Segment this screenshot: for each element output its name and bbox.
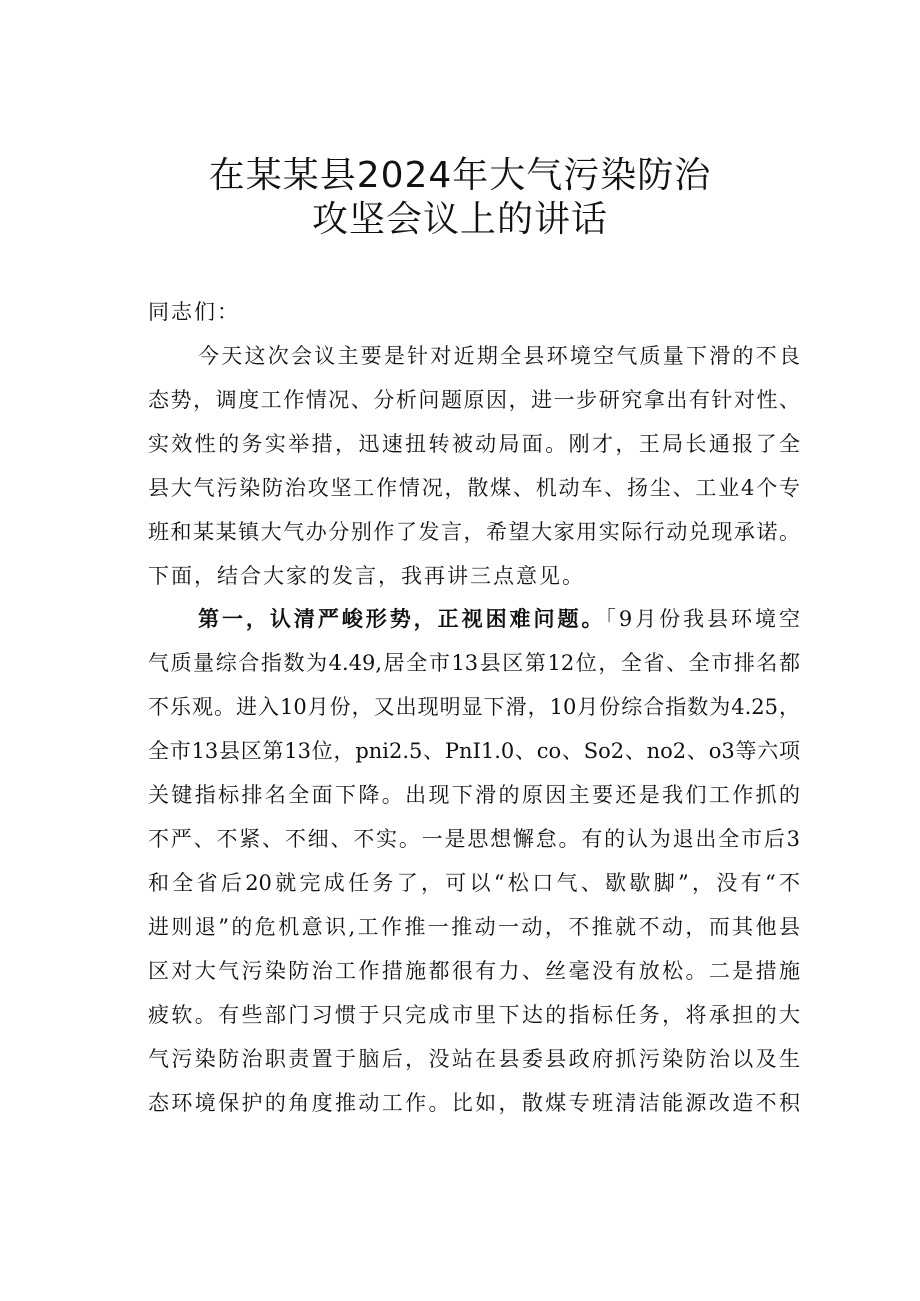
paragraph-2-line: 区对大气污染防治工作措施都很有力、丝毫没有放松。二是措施 bbox=[148, 959, 800, 983]
paragraph-1-line: 县大气污染防治攻坚工作情况，散煤、机动车、扬尘、工业4个专 bbox=[148, 476, 800, 500]
paragraph-2-line: 不乐观。进入10月份，又出现明显下滑，10月份综合指数为4.25， bbox=[148, 695, 800, 719]
paragraph-2-line: 进则退”的危机意识,工作推一推动一动，不推就不动，而其他县 bbox=[148, 915, 800, 939]
paragraph-1-line: 态势，调度工作情况、分析问题原因，进一步研究拿出有针对性、 bbox=[148, 388, 800, 412]
paragraph-2-line: 气污染防治职责置于脑后，没站在县委县政府抓污染防治以及生 bbox=[148, 1047, 800, 1071]
document-title-line-2: 攻坚会议上的讲话 bbox=[311, 199, 608, 240]
paragraph-2-line: 不严、不紧、不细、不实。一是思想懈怠。有的认为退出全市后3 bbox=[148, 827, 800, 851]
greeting: 同志们： bbox=[148, 300, 240, 324]
paragraph-2-line: 疲软。有些部门习惯于只完成市里下达的指标任务，将承担的大 bbox=[148, 1003, 800, 1027]
paragraph-2-line: 全市13县区第13位，pni2.5、PnI1.0、co、So2、no2、o3等六项 bbox=[148, 739, 800, 763]
paragraph-1-line: 班和某某镇大气办分别作了发言，希望大家用实际行动兑现承诺。 bbox=[148, 520, 800, 544]
paragraph-2-line: 气质量综合指数为4.49,居全市13县区第12位，全省、全市排名都 bbox=[148, 651, 800, 675]
paragraph-2-first-line-text: 「9月份我县环境空 bbox=[605, 607, 800, 631]
paragraph-1-line: 今天这次会议主要是针对近期全县环境空气质量下滑的不良 bbox=[198, 344, 800, 368]
paragraph-2-line: 和全省后20就完成任务了，可以“松口气、歇歇脚”，没有“不 bbox=[148, 871, 800, 895]
paragraph-2-line: 关键指标排名全面下降。出现下滑的原因主要还是我们工作抓的 bbox=[148, 783, 800, 807]
section-heading-first: 第一，认清严峻形势，正视困难问题。 bbox=[198, 606, 606, 631]
paragraph-2-first-line bbox=[198, 604, 800, 634]
document-title-line-1: 在某某县2024年大气污染防治 bbox=[208, 155, 712, 196]
paragraph-1-line: 实效性的务实举措，迅速扭转被动局面。刚才，王局长通报了全 bbox=[148, 432, 800, 456]
paragraph-2-line: 态环境保护的角度推动工作。比如，散煤专班清洁能源改造不积 bbox=[148, 1091, 800, 1115]
paragraph-1-line: 下面，结合大家的发言，我再讲三点意见。 bbox=[148, 564, 585, 588]
